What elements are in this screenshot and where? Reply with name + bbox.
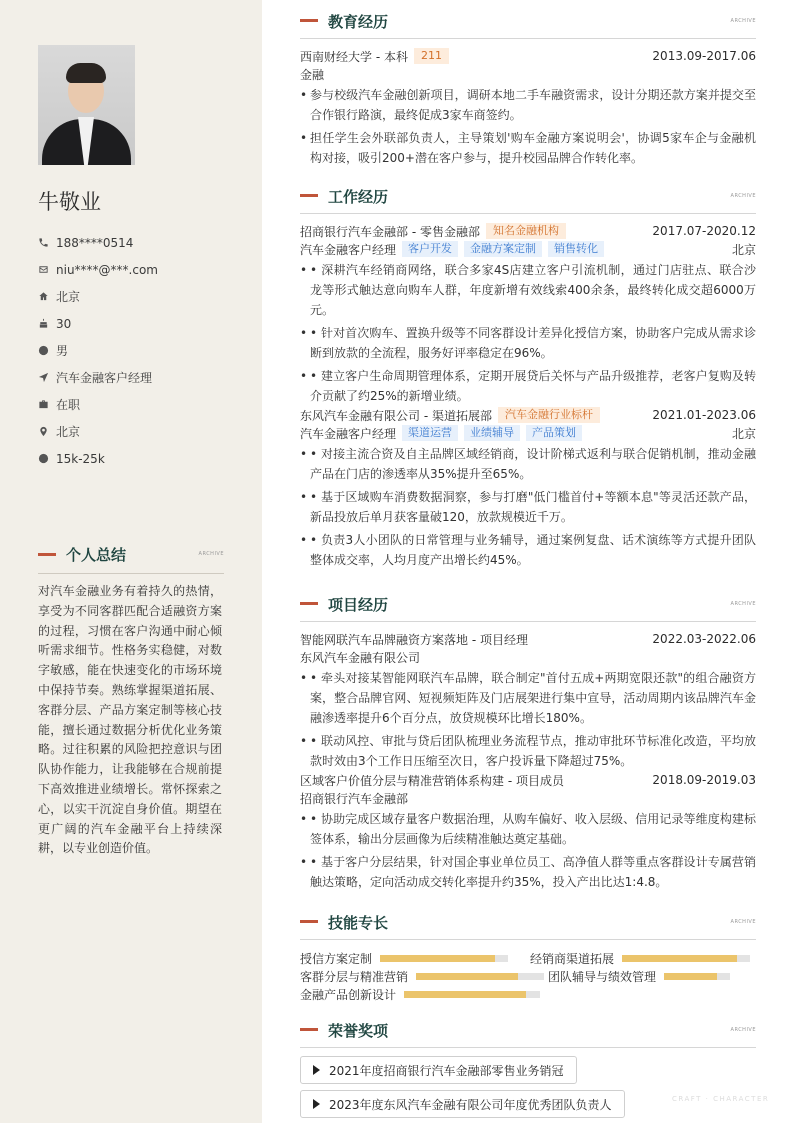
education-entry-header [300,47,756,65]
section-tag: ARCHIVE [198,551,224,557]
project-bullets [300,809,756,892]
triangle-right-icon [313,1065,320,1075]
education-period: 2013.09-2017.06 [652,49,756,63]
info-text: 北京 [56,290,81,304]
work-entry-header [300,406,756,424]
work-role-row [300,424,756,442]
skill-name: 授信方案定制 [300,951,373,966]
skill-item [548,968,730,985]
list-item: • • 协助完成区域存量客户数据治理，从购车偏好、收入层级、信用记录等维度构建标签体系，输出分层画像为后续精准触达奠定基础。 [300,809,756,849]
project-entry [300,771,756,892]
skill-name: 经销商渠道拓展 [530,951,615,966]
honors-section [300,1018,756,1123]
section-accent-bar [300,19,318,22]
skill-item [300,968,544,985]
info-gender [38,337,238,364]
skill-level-fill [404,991,526,998]
section-accent-bar [38,553,56,556]
project-entry-header [300,630,756,648]
work-period: 2021.01-2023.06 [652,408,756,422]
work-bullets [300,260,756,406]
info-text: niu****@***.com [56,262,158,277]
triangle-right-icon [313,1099,320,1109]
section-tag: ARCHIVE [730,601,756,607]
info-home [38,283,238,310]
skill-name: 金融产品创新设计 [300,987,397,1002]
projects-section [300,592,756,895]
list-item: • 担任学生会外联部负责人，主导策划'购车金融方案说明会'，协调5家车企与金融机构对接，吸引200+潜在客户参与，提升校园品牌合作转化率。 [300,128,756,168]
work-city: 北京 [731,242,756,257]
info-age [38,310,238,337]
skill-level-bar [416,973,544,980]
skill-level-bar [380,955,508,962]
award-text: 2021年度招商银行汽车金融部零售业务销冠 [329,1063,564,1078]
section-accent-bar [300,920,318,923]
project-title: 区域客户价值分层与精准营销体系构建 - 项目成员 [300,773,564,788]
info-text: 在职 [56,398,81,412]
company-badge: 知名金融机构 [486,223,566,239]
location-pin-icon [38,426,49,437]
info-text: 30 [56,316,72,331]
home-icon [38,291,49,302]
list-item: • • 负责3人小团队的日常管理与业务辅导，通过案例复盘、话术演练等方式提升团队整体成交率，人均月度产出增长约45%。 [300,530,756,570]
project-org-row [300,789,756,807]
project-period: 2022.03-2022.06 [652,632,756,646]
section-title: 技能专长 [328,914,389,932]
phone-icon [38,237,49,248]
contact-info-list [38,229,238,472]
info-target-city [38,418,238,445]
project-entry-header [300,771,756,789]
project-entry [300,630,756,771]
section-title: 个人总结 [66,546,127,564]
skill-level-bar [664,973,730,980]
info-salary [38,445,238,472]
skill-item [530,950,750,967]
info-status [38,391,238,418]
education-major-row [300,65,756,83]
project-period: 2018.09-2019.03 [652,773,756,787]
skill-level-fill [622,955,737,962]
job-role: 汽车金融客户经理 [300,242,397,257]
briefcase-icon [38,399,49,410]
send-icon [38,372,49,383]
skill-level-fill [416,973,518,980]
work-city: 北京 [731,426,756,441]
company-name: 招商银行汽车金融部 - 零售金融部 [300,224,480,239]
project-org: 招商银行汽车金融部 [300,791,409,806]
info-text: 男 [56,344,69,358]
company-name: 东风汽车金融有限公司 - 渠道拓展部 [300,408,492,423]
mail-icon [38,264,49,275]
list-item: • • 针对首次购车、置换升级等不同客群设计差异化授信方案，协助客户完成从需求诊断到放款的全流程，服务好评率稳定在96%。 [300,323,756,363]
gender-icon [38,345,49,356]
list-item: • • 深耕汽车经销商网络，联合多家4S店建立客户引流机制，通过门店驻点、联合沙龙等形式触达意向购车人群，年度新增有效线索400余条，最终转化成交超6000万元。 [300,260,756,320]
list-item: • • 牵头对接某智能网联汽车品牌，联合制定"首付五成+两期宽限还款"的组合融资方案，整合品牌官网、短视频矩阵及门店展架进行集中宣导，活动周期内该品牌汽车金融渗透率提升6个百分点，放贷规模环比增长180%。 [300,668,756,728]
company-badge: 汽车金融行业标杆 [498,407,600,423]
skill-tag: 销售转化 [548,241,604,257]
skill-name: 客群分层与精准营销 [300,969,409,984]
work-period: 2017.07-2020.12 [652,224,756,238]
honors-section-header [300,1018,756,1048]
info-position [38,364,238,391]
skill-tag: 产品策划 [526,425,582,441]
section-accent-bar [300,1028,318,1031]
skill-level-fill [664,973,717,980]
skill-tag: 金融方案定制 [464,241,542,257]
list-item: • • 建立客户生命周期管理体系，定期开展贷后关怀与产品升级推荐，老客户复购及转介贡献了约25%的新增业绩。 [300,366,756,406]
work-section-header [300,184,756,214]
info-email [38,256,238,283]
skill-tag: 渠道运营 [402,425,458,441]
section-title: 工作经历 [328,188,389,206]
section-title: 教育经历 [328,13,389,31]
project-org-row [300,648,756,666]
summary-section-header [38,544,224,574]
info-text: 188****0514 [56,235,134,250]
job-role: 汽车金融客户经理 [300,426,397,441]
section-tag: ARCHIVE [730,18,756,24]
education-section-header [300,9,756,39]
skill-item [300,950,508,967]
school-name: 西南财经大学 - 本科 [300,49,408,64]
section-title: 荣誉奖项 [328,1022,389,1040]
major: 金融 [300,67,325,82]
watermark: CRAFT · CHARACTER [672,1095,770,1103]
award-item [300,1056,577,1084]
sidebar [0,0,262,1123]
education-section [300,9,756,171]
section-tag: ARCHIVE [730,1027,756,1033]
award-item [300,1090,625,1118]
profile-photo [38,45,135,165]
work-entry [300,406,756,570]
award-text: 2023年度东风汽车金融有限公司年度优秀团队负责人 [329,1097,612,1112]
skill-tag: 业绩辅导 [464,425,520,441]
info-text: 北京 [56,425,81,439]
list-item: • • 联动风控、审批与贷后团队梳理业务流程节点，推动审批环节标准化改造，平均放款时效由3个工作日压缩至次日，客户投诉量下降超过75%。 [300,731,756,771]
list-item: • • 对接主流合资及自主品牌区域经销商，设计阶梯式返利与联合促销机制，推动金融产品在门店的渗透率从35%提升至65%。 [300,444,756,484]
cake-icon [38,318,49,329]
skills-list [300,949,756,1003]
section-accent-bar [300,602,318,605]
honors-list [300,1056,756,1123]
skills-section-header [300,910,756,940]
info-text: 汽车金融客户经理 [56,371,153,385]
skill-level-bar [622,955,750,962]
info-phone [38,229,238,256]
list-item: • • 基于客户分层结果，针对国企事业单位员工、高净值人群等重点客群设计专属营销触达策略，定向活动成交转化率提升约35%，投入产出比达1:4.8。 [300,852,756,892]
work-entry [300,222,756,406]
info-text: 15k-25k [56,451,105,466]
salary-icon [38,453,49,464]
project-title: 智能网联汽车品牌融资方案落地 - 项目经理 [300,632,528,647]
projects-section-header [300,592,756,622]
skill-level-bar [404,991,540,998]
list-item: • 参与校级汽车金融创新项目，调研本地二手车融资需求，设计分期还款方案并提交至合作银行路演，最终促成3家车商签约。 [300,85,756,125]
work-entry-header [300,222,756,240]
education-bullets [300,85,756,168]
project-bullets [300,668,756,771]
skill-level-fill [380,955,495,962]
work-section [300,184,756,573]
candidate-name: 牛敬业 [38,190,101,214]
skill-name: 团队辅导与绩效管理 [548,969,657,984]
section-accent-bar [300,194,318,197]
skill-item [300,986,540,1003]
section-title: 项目经历 [328,596,389,614]
list-item: • • 基于区域购车消费数据洞察，参与打磨"低门槛首付+等额本息"等灵活还款产品，新品投放后单月获客量破120，放款规模近千万。 [300,487,756,527]
work-role-row [300,240,756,258]
skill-tag: 客户开发 [402,241,458,257]
school-badge: 211 [414,48,449,64]
project-org: 东风汽车金融有限公司 [300,650,421,665]
work-bullets [300,444,756,570]
summary-text: 对汽车金融业务有着持久的热情，享受为不同客群匹配合适融资方案的过程，习惯在客户沟通中耐心倾听需求细节。性格务实稳健，对数字敏感，能在快速变化的市场环境中保持节奏。熟练掌握渠道拓展、客群分层、产品方案定制等核心技能，擅长通过数据分析优化业务策略。过往积累的风险把控意识与团队协作能力，让我能够在合规前提下高效推进业绩增长。常怀探索之心，以实干沉淀自身价值。期望在更广阔的汽车金融平台上持续深耕，以专业创造价值。 [38,584,222,856]
section-tag: ARCHIVE [730,919,756,925]
section-tag: ARCHIVE [730,193,756,199]
skills-section [300,910,756,1003]
